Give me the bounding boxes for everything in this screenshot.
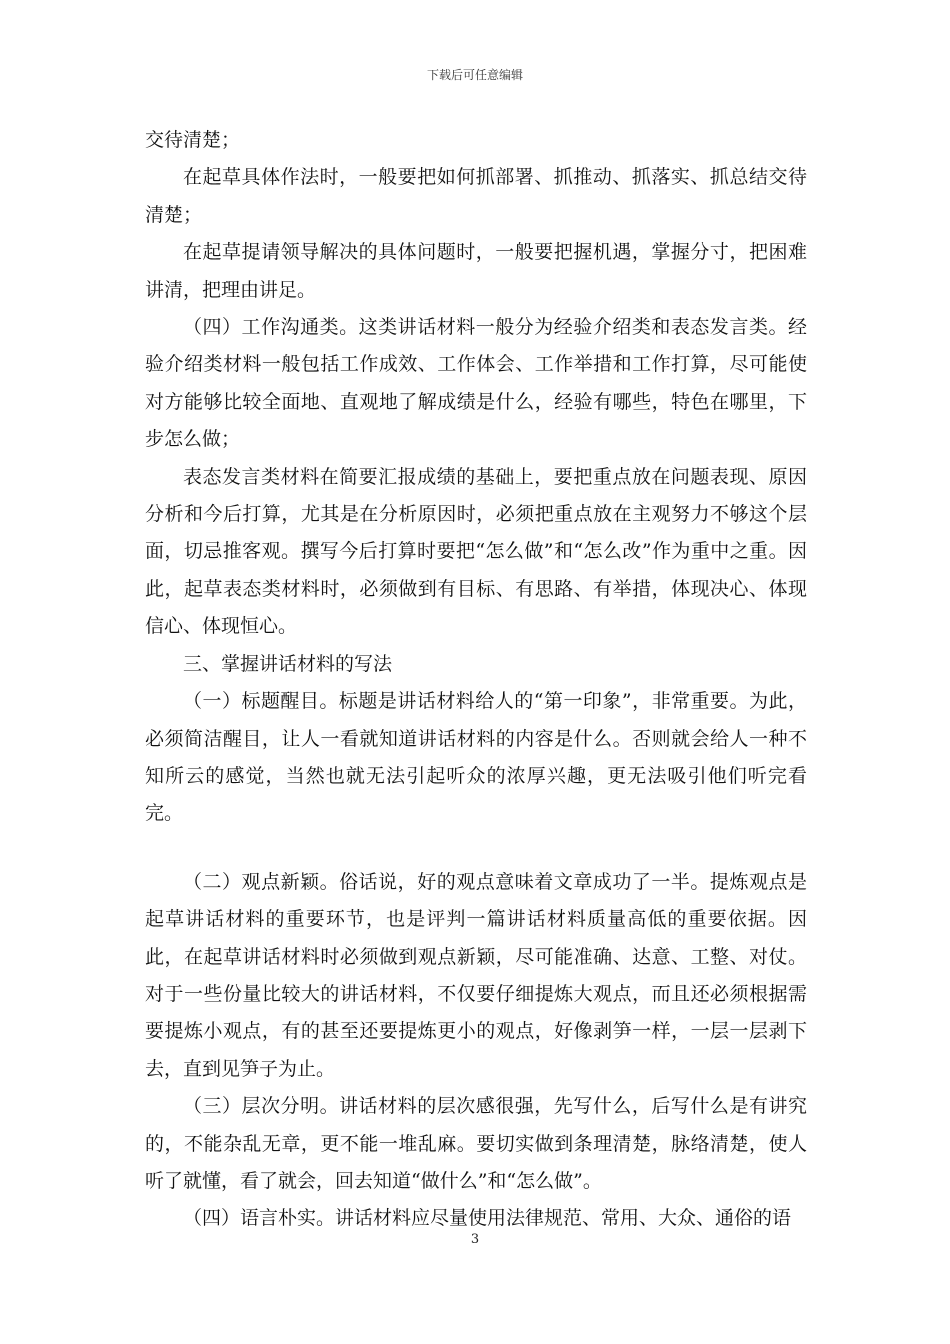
paragraph-2: 在起草具体作法时，一般要把如何抓部署、抓推动、抓落实、抓总结交待清楚； (145, 166, 807, 226)
paragraph-4: （四）工作沟通类。这类讲话材料一般分为经验介绍类和表态发言类。经验介绍类材料一般包括工作成效、工作体会、工作举措和工作打算，尽可能使对方能够比较全面地、直观地了解成绩是什么，经验有哪些，特色在哪里，下步怎么做； (145, 316, 807, 451)
section-heading: 三、掌握讲话材料的写法 (183, 652, 393, 675)
paragraph-3: 在起草提请领导解决的具体问题时，一般要把握机遇，掌握分寸，把困难讲清，把理由讲足。 (145, 241, 807, 301)
paragraph-1: 交待清楚； (145, 129, 241, 151)
page-header: 下载后可任意编辑 (426, 68, 523, 82)
paragraph-9: （四）语言朴实。讲话材料应尽量使用法律规范、常用、大众、通俗的语 (183, 1207, 792, 1230)
paragraph-8: （三）层次分明。讲话材料的层次感很强，先写什么，后写什么是有讲究的，不能杂乱无章，更不能一堆乱麻。要切实做到条理清楚，脉络清楚，使人听了就懂，看了就会，回去知道“做什么”和“怎么做”。 (145, 1095, 807, 1192)
paragraph-7: （二）观点新颖。俗话说，好的观点意味着文章成功了一半。提炼观点是起草讲话材料的重要环节，也是评判一篇讲话材料质量高低的重要依据。因此，在起草讲话材料时必须做到观点新颖，尽可能准确、达意、工整、对仗。对于一些份量比较大的讲话材料，不仅要仔细提炼大观点，而且还必须根据需要提炼小观点，有的甚至还要提炼更小的观点，好像剥笋一样，一层一层剥下去，直到见笋子为止。 (145, 870, 807, 1080)
document-body (145, 122, 807, 1238)
page-number: 3 (470, 1232, 480, 1247)
paragraph-5: 表态发言类材料在简要汇报成绩的基础上，要把重点放在问题表现、原因分析和今后打算，尤其是在分析原因时，必须把重点放在主观努力不够这个层面，切忌推客观。撰写今后打算时要把“怎么做”和“怎么改”作为重中之重。因此，起草表态类材料时，必须做到有目标、有思路、有举措，体现决心、体现信心、体现恒心。 (145, 465, 807, 638)
paragraph-6: （一）标题醒目。标题是讲话材料给人的“第一印象”，非常重要。为此，必须简洁醒目，让人一看就知道讲话材料的内容是什么。否则就会给人一种不知所云的感觉，当然也就无法引起听众的浓厚兴趣，更无法吸引他们听完看完。 (145, 690, 807, 825)
